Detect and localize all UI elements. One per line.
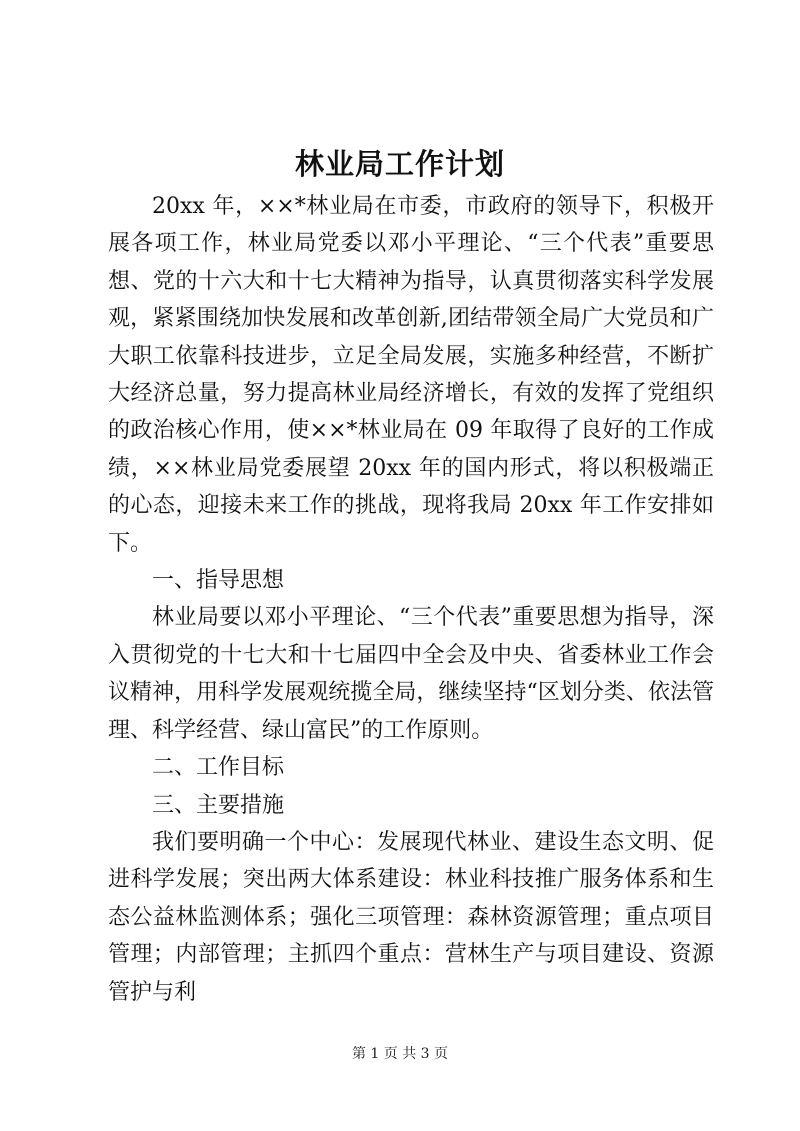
section-heading-work-goals: 二、工作目标 [152, 755, 285, 781]
section-heading-main-measures: 三、主要措施 [152, 792, 285, 818]
document-title: 林业局工作计划 [294, 147, 505, 181]
section-heading-guiding-ideology: 一、指导思想 [152, 568, 285, 594]
intro-paragraph: 20xx 年，××*林业局在市委，市政府的领导下，积极开展各项工作，林业局党委以邓小平理论、“三个代表”重要思想、党的十六大和十七大精神为指导，认真贯彻落实科学发展观，紧紧围绕加快发展和改革创新,团结带领全局广大党员和广大职工依靠科技进步，立足全局发展，实施多种经营，不断扩大经济总量，努力提高林业局经济增长，有效的发挥了党组织的政治核心作用，使××*林业局在 09 年取得了良好的工作成绩，××林业局党委展望 20xx 年的国内形式，将以积极端正的心态，迎接未来工作的挑战，现将我局 20xx 年工作安排如下。 [108, 194, 714, 556]
main-measures-paragraph: 我们要明确一个中心：发展现代林业、建设生态文明、促进科学发展；突出两大体系建设：林业科技推广服务体系和生态公益林监测体系；强化三项管理：森林资源管理；重点项目管理；内部管理；主抓四个重点：营林生产与项目建设、资源管护与利 [108, 829, 714, 1005]
guiding-ideology-paragraph: 林业局要以邓小平理论、“三个代表”重要思想为指导，深入贯彻党的十七大和十七届四中全会及中央、省委林业工作会议精神，用科学发展观统揽全局，继续坚持“区划分类、依法管理、科学经营、绿山富民”的工作原则。 [108, 605, 714, 743]
document-body [108, 188, 714, 1011]
page-footer: 第 1 页 共 3 页 [351, 1046, 449, 1062]
